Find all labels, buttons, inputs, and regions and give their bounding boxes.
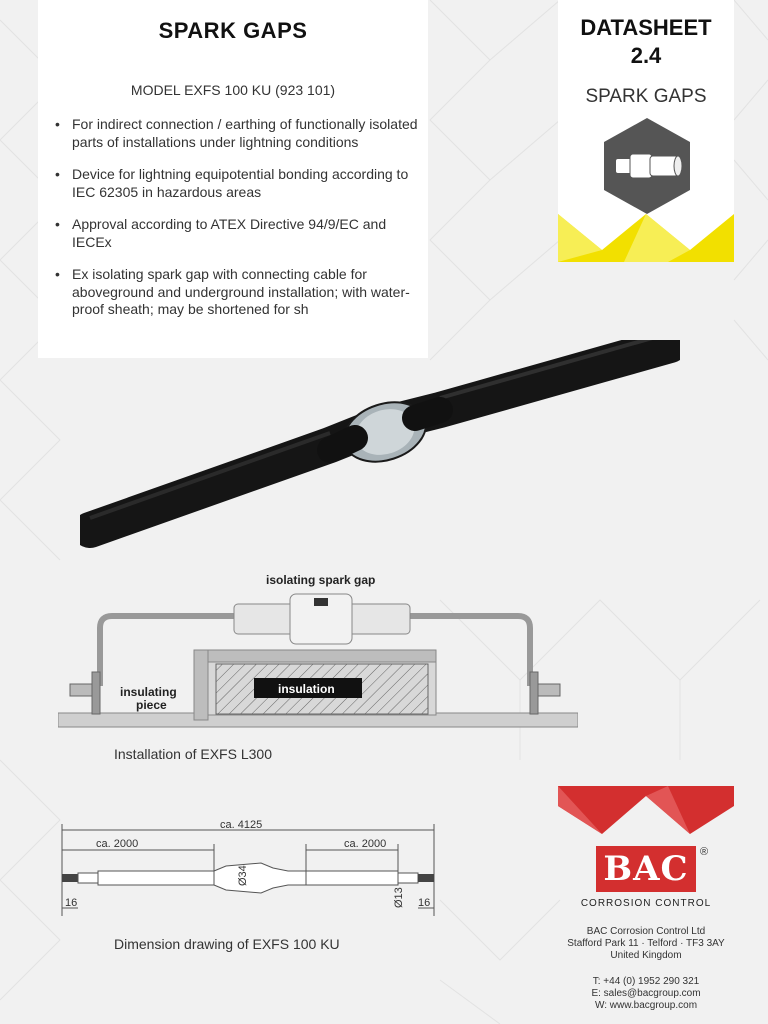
datasheet-title — [558, 14, 734, 70]
dim-total: ca. 4125 — [220, 819, 263, 831]
red-accent-band — [558, 786, 734, 838]
datasheet-number: 2.4 — [630, 43, 662, 68]
dimension-caption: Dimension drawing of EXFS 100 KU — [114, 936, 340, 952]
feature-item: • Ex isolating spark gap with connecting cable for aboveground and underground installation; with water-proof sheath; may be shortened for sh — [52, 266, 422, 319]
website-link[interactable]: W: www.bacgroup.com — [594, 1000, 698, 1011]
yellow-accent-band — [558, 214, 734, 262]
dim-end-right: 16 — [418, 897, 431, 909]
label-spark-gap: isolating spark gap — [266, 573, 376, 587]
datasheet-card — [558, 0, 734, 262]
label-insulation: insulation — [278, 682, 335, 696]
feature-item: • For indirect connection / earthing of functionally isolated parts of installations under lightning conditions — [52, 116, 422, 151]
datasheet-subtitle: SPARK GAPS — [585, 86, 707, 107]
company-tagline: CORROSION CONTROL — [580, 898, 712, 909]
feature-item: • Approval according to ATEX Directive 94/9/EC and IECEx — [52, 216, 422, 251]
label-insulating-piece-1: insulating — [120, 685, 177, 699]
registered-mark: ® — [700, 846, 709, 858]
intro-panel — [38, 0, 428, 358]
company-address — [558, 926, 734, 962]
label-insulating-piece-2: piece — [136, 698, 167, 712]
dim-cable-diameter: Ø13 — [393, 887, 405, 908]
company-contact — [558, 976, 734, 1012]
dim-left: ca. 2000 — [96, 838, 139, 850]
bac-logo — [596, 846, 700, 892]
datasheet-label: DATASHEET — [580, 15, 712, 40]
dimension-drawing — [56, 816, 441, 916]
logo-text: BAC — [596, 846, 696, 892]
address-line: Stafford Park 11 · Telford · TF3 3AY — [567, 938, 725, 949]
feature-list — [52, 116, 422, 334]
spark-gap-hex-icon — [602, 118, 692, 214]
dim-end-left: 16 — [65, 897, 78, 909]
installation-caption: Installation of EXFS L300 — [114, 746, 272, 762]
address-line: BAC Corrosion Control Ltd — [586, 926, 706, 937]
email-link[interactable]: E: sales@bacgroup.com — [591, 988, 701, 999]
dim-right: ca. 2000 — [344, 838, 387, 850]
dim-diameter: Ø34 — [237, 865, 249, 886]
phone: T: +44 (0) 1952 290 321 — [592, 976, 700, 987]
feature-item: • Device for lightning equipotential bonding according to IEC 62305 in hazardous areas — [52, 166, 422, 201]
model-number: MODEL EXFS 100 KU (923 101) — [130, 82, 336, 98]
product-photo — [80, 340, 680, 550]
address-line: United Kingdom — [610, 950, 682, 961]
page-title: SPARK GAPS — [158, 18, 308, 43]
installation-diagram — [58, 568, 578, 738]
